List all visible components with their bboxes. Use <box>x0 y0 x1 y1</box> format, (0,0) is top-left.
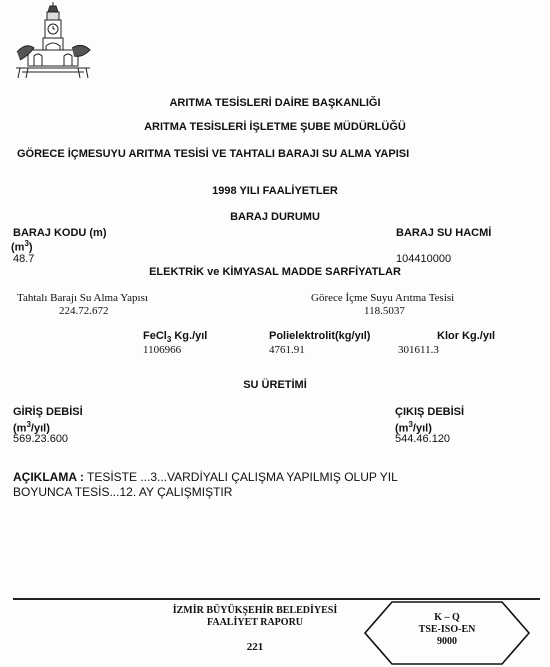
footer-report: FAALİYET RAPORU <box>206 617 304 628</box>
gorece-value: 118.5037 <box>364 305 405 317</box>
klor-label: Klor Kg./yıl <box>437 330 496 342</box>
poli-label: Polielektrolit(kg/yıl) <box>269 330 371 342</box>
stamp-line1: K – Q <box>434 612 460 623</box>
giris-label: GİRİŞ DEBİSİ <box>13 406 83 418</box>
tahtali-value: 224.72.672 <box>59 305 109 317</box>
header-line1: ARITMA TESİSLERİ DAİRE BAŞKANLIĞI <box>169 97 381 109</box>
gorece-label: Görece İçme Suyu Arıtma Tesisi <box>311 292 455 304</box>
baraj-kodu-label: BARAJ KODU (m) <box>13 227 107 239</box>
page-number: 221 <box>246 641 264 653</box>
stamp-line3: 9000 <box>437 636 457 647</box>
aciklama-block <box>13 470 513 500</box>
baraj-hacim-value: 104410000 <box>396 253 452 265</box>
fecl-value: 1106966 <box>143 344 182 356</box>
baraj-section-title: BARAJ DURUMU <box>230 211 320 223</box>
year-title: 1998 YILI FAALİYETLER <box>212 185 338 197</box>
stamp-line2: TSE-ISO-EN <box>418 624 476 635</box>
poli-value: 4761.91 <box>269 344 305 356</box>
facility-title: GÖRECE İÇMESUYU ARITMA TESİSİ VE TAHTALI BARAJI SU ALMA YAPISI <box>17 148 410 160</box>
baraj-kodu-value: 48.7 <box>13 253 35 265</box>
baraj-hacim-label: BARAJ SU HACMİ <box>396 227 492 239</box>
tahtali-label: Tahtalı Barajı Su Alma Yapısı <box>17 292 148 304</box>
aciklama-label: AÇIKLAMA : <box>13 470 84 484</box>
giris-value: 569.23.600 <box>13 433 69 445</box>
klor-value: 301611.3 <box>398 344 439 356</box>
cikis-value: 544.46.120 <box>395 433 451 445</box>
su-uretimi-title: SU ÜRETİMİ <box>243 379 307 391</box>
cikis-label: ÇIKIŞ DEBİSİ <box>395 406 465 418</box>
aciklama-text-line2: BOYUNCA TESİS...12. AY ÇALIŞMIŞTIR <box>13 485 233 499</box>
fecl-label: FeCl$_3$ Kg./yıl <box>143 330 208 345</box>
clock-tower-logo <box>12 2 94 82</box>
elektrik-section-title: ELEKTRİK ve KİMYASAL MADDE SARFİYATLAR <box>149 266 401 278</box>
header-line2: ARITMA TESİSLERİ İŞLETME ŞUBE MÜDÜRLÜĞÜ <box>144 121 406 133</box>
stamp-text <box>362 612 532 648</box>
aciklama-text-line1: TESİSTE ...3...VARDİYALI ÇALIŞMA YAPILMIŞ OLUP YIL <box>87 470 398 484</box>
baraj-hacim-unit: $(m^3)$ <box>11 239 33 254</box>
giris-unit: $(m^3/yıl)$ <box>13 420 50 435</box>
cikis-unit: $(m^3/yıl)$ <box>395 420 432 435</box>
footer-org: İZMİR BÜYÜKŞEHİR BELEDİYESİ <box>172 605 338 616</box>
